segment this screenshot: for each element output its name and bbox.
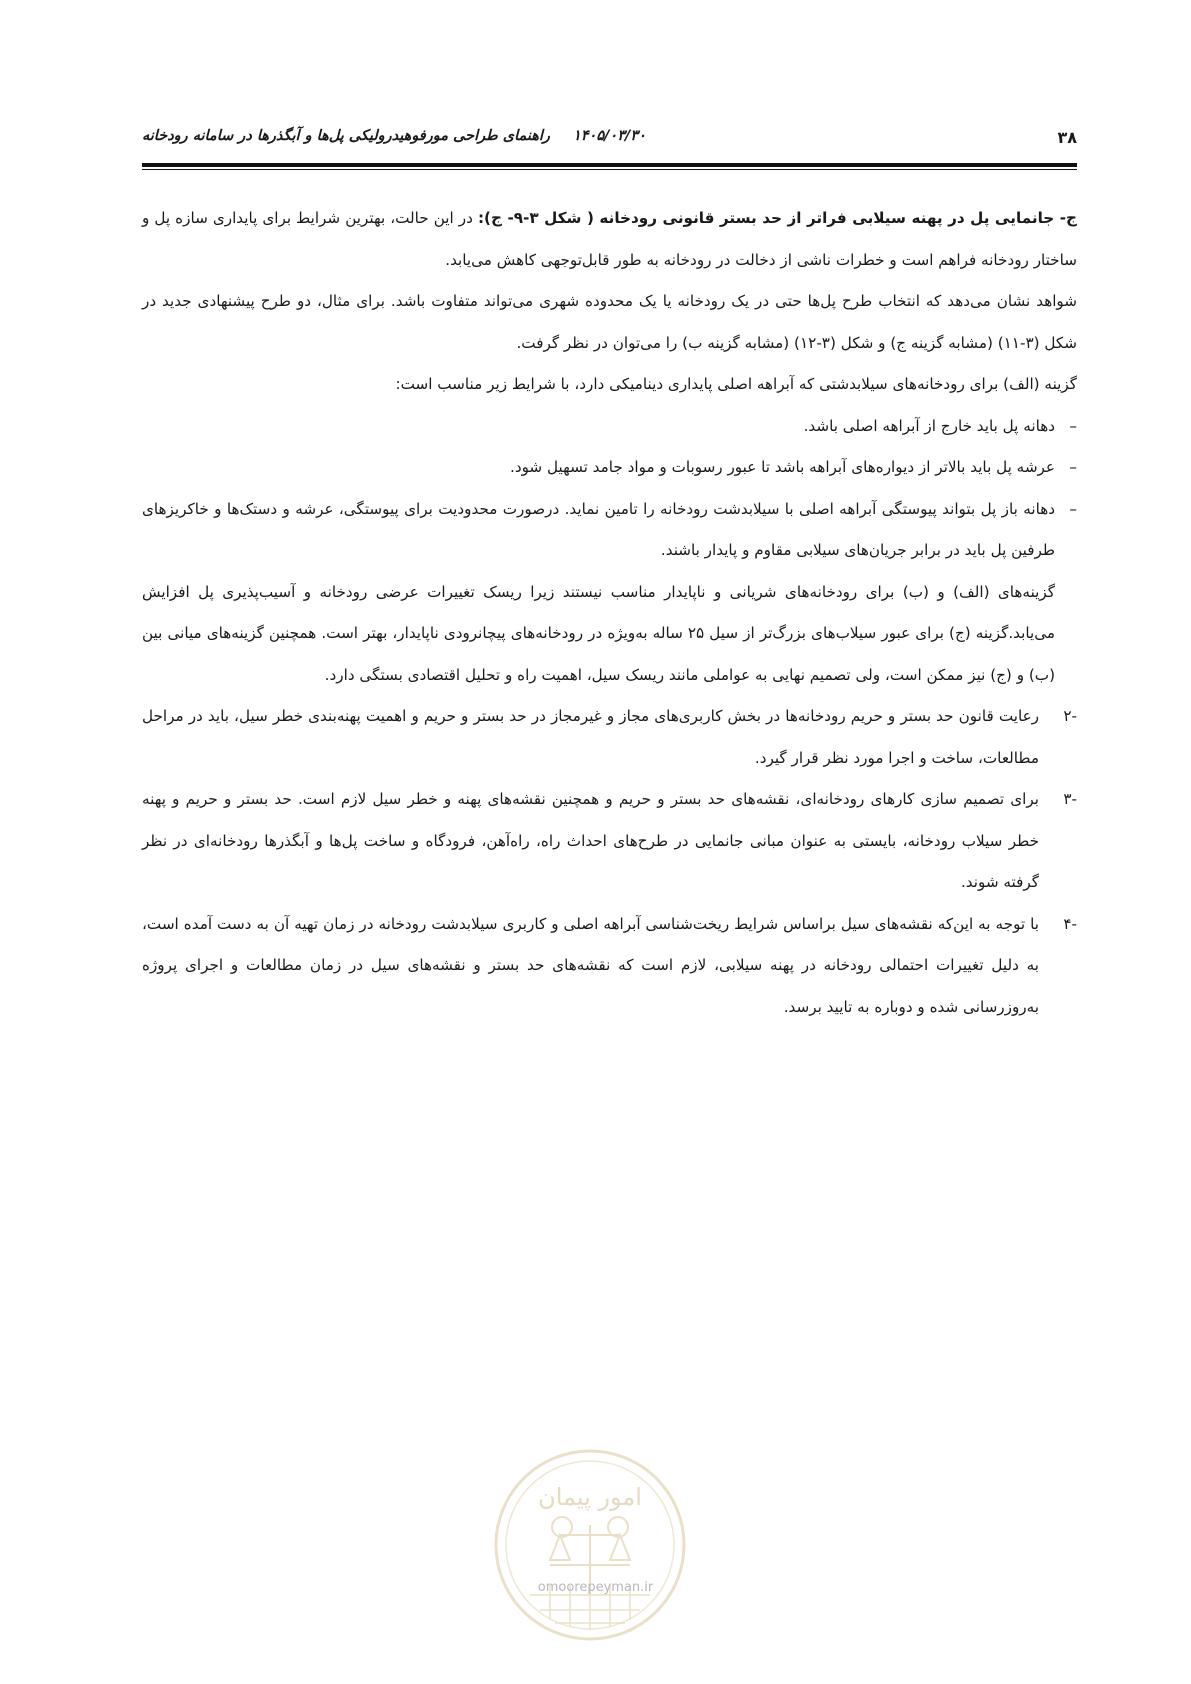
- numbered-item-text: با توجه به این‌که نقشه‌های سیل براساس شرایط ریخت‌شناسی آبراهه اصلی و کاربری سیلابدشت رودخانه در زمان تهیه آن به دست آمده است، به دلیل تغییرات احتمالی رودخانه در پهنه سیلابی، لازم است که نقشه‌های حد بستر و نقشه‌های سیل در زمان مطالعات و اجرای پروژه به‌روزرسانی شده و دوباره به تایید برسد.: [142, 914, 1039, 1016]
- dash-bullet: –: [1069, 458, 1077, 476]
- document-body: [142, 198, 1077, 1028]
- paragraph-options-comparison: گزینه‌های (الف) و (ب) برای رودخانه‌های شریانی و ناپایدار مناسب نیستند زیرا ریسک تغییرات عرضی رودخانه و آسیب‌پذیری پل افزایش می‌یابد.گزینه (ج) برای عبور سیلاب‌های بزرگ‌تر از سیل ۲۵ ساله به‌ویژه در رودخانه‌های پیچانرودی ناپایدار، بهتر است. همچنین گزینه‌های میانی بین (ب) و (ج) نیز ممکن است، ولی تصمیم نهایی به عواملی مانند ریسک سیل، اهمیت راه و تحلیل اقتصادی بستگی دارد.: [142, 582, 1055, 684]
- page-number: ۳۸: [1057, 128, 1077, 147]
- page-header: [142, 128, 1077, 152]
- numbered-item: [142, 696, 1077, 779]
- running-title-text: راهنمای طراحی مورفوهیدرولیکی پل‌ها و آبگذرها در سامانه رودخانه: [142, 128, 550, 144]
- item-number: -۴: [1063, 914, 1077, 933]
- watermark-logo-text: امور پیمان: [538, 1483, 642, 1511]
- watermark-logo: [490, 1445, 690, 1645]
- paragraph-option-c: [142, 198, 1077, 281]
- item-number: -۲: [1063, 707, 1077, 725]
- numbered-item-text: برای تصمیم سازی کارهای رودخانه‌ای، نقشه‌های حد بستر و حریم و همچنین نقشه‌های پهنه و خطر سیل لازم است. حد بستر و حریم و پهنه خطر سیلاب رودخانه، بایستی به عنوان مبانی جانمایی در طرح‌های احداث راه، راه‌آهن، فرودگاه و ساخت پل‌ها و آبگذرها رودخانه‌ای در نظر گرفته شوند.: [142, 790, 1039, 891]
- option-c-text: در این حالت، بهترین شرایط برای پایداری سازه پل و ساختار رودخانه فراهم است و خطرات ناشی از دخالت در رودخانه به طور قابل‌توجهی کاهش می‌یابد.: [142, 209, 1077, 269]
- list-item: [142, 406, 1077, 448]
- list-item: [142, 447, 1077, 489]
- paragraph-evidence: شواهد نشان می‌دهد که انتخاب طرح پل‌ها حتی در یک رودخانه یا یک محدوده شهری می‌تواند متفاوت باشد. برای مثال، دو طرح پیشنهادی جدید در شکل (۳-۱۱) (مشابه گزینه ج) و شکل (۳-۱۲) (مشابه گزینه ب) را می‌توان در نظر گرفت.: [142, 292, 1077, 352]
- list-item-text: دهانه باز پل بتواند پیوستگی آبراهه اصلی با سیلابدشت رودخانه را تامین نماید. درصورت محدودیت برای پیوستگی، عرشه و دستک‌ها و خاکریزهای طرفین پل باید در برابر جریان‌های سیلابی مقاوم و پایدار باشند.: [142, 499, 1055, 559]
- list-item-text: دهانه پل باید خارج از آبراهه اصلی باشد.: [803, 416, 1055, 435]
- running-title-date: ۱۴۰۵/۰۳/۳۰: [572, 128, 646, 144]
- running-title: [142, 128, 646, 144]
- numbered-item-text: رعایت قانون حد بستر و حریم رودخانه‌ها در بخش کاربری‌های مجاز و غیرمجاز در حد بستر و حریم و اهمیت پهنه‌بندی خطر سیل، باید در مراحل مطالعات، ساخت و اجرا مورد نظر قرار گیرد.: [142, 707, 1039, 767]
- option-c-heading: ج- جانمایی پل در پهنه سیلابی فراتر از حد بستر قانونی رودخانه ( شکل ۳-۹- ج):: [477, 209, 1077, 227]
- list-item-text: عرشه پل باید بالاتر از دیواره‌های آبراهه باشد تا عبور رسوبات و مواد جامد تسهیل شود.: [510, 458, 1055, 476]
- numbered-item: [142, 904, 1077, 1029]
- paragraph-option-a: گزینه (الف) برای رودخانه‌های سیلابدشتی که آبراهه اصلی پایداری دینامیکی دارد، با شرایط زیر مناسب است:: [395, 375, 1077, 393]
- watermark-site: omoorepeyman.ir: [537, 1580, 654, 1595]
- item-number: -۳: [1063, 790, 1077, 808]
- numbered-item: [142, 779, 1077, 904]
- header-rule-thin: [142, 169, 1077, 170]
- header-rule-thick: [142, 163, 1077, 167]
- dash-bullet: –: [1069, 416, 1077, 435]
- dash-bullet: –: [1069, 499, 1077, 518]
- list-item: [142, 489, 1077, 572]
